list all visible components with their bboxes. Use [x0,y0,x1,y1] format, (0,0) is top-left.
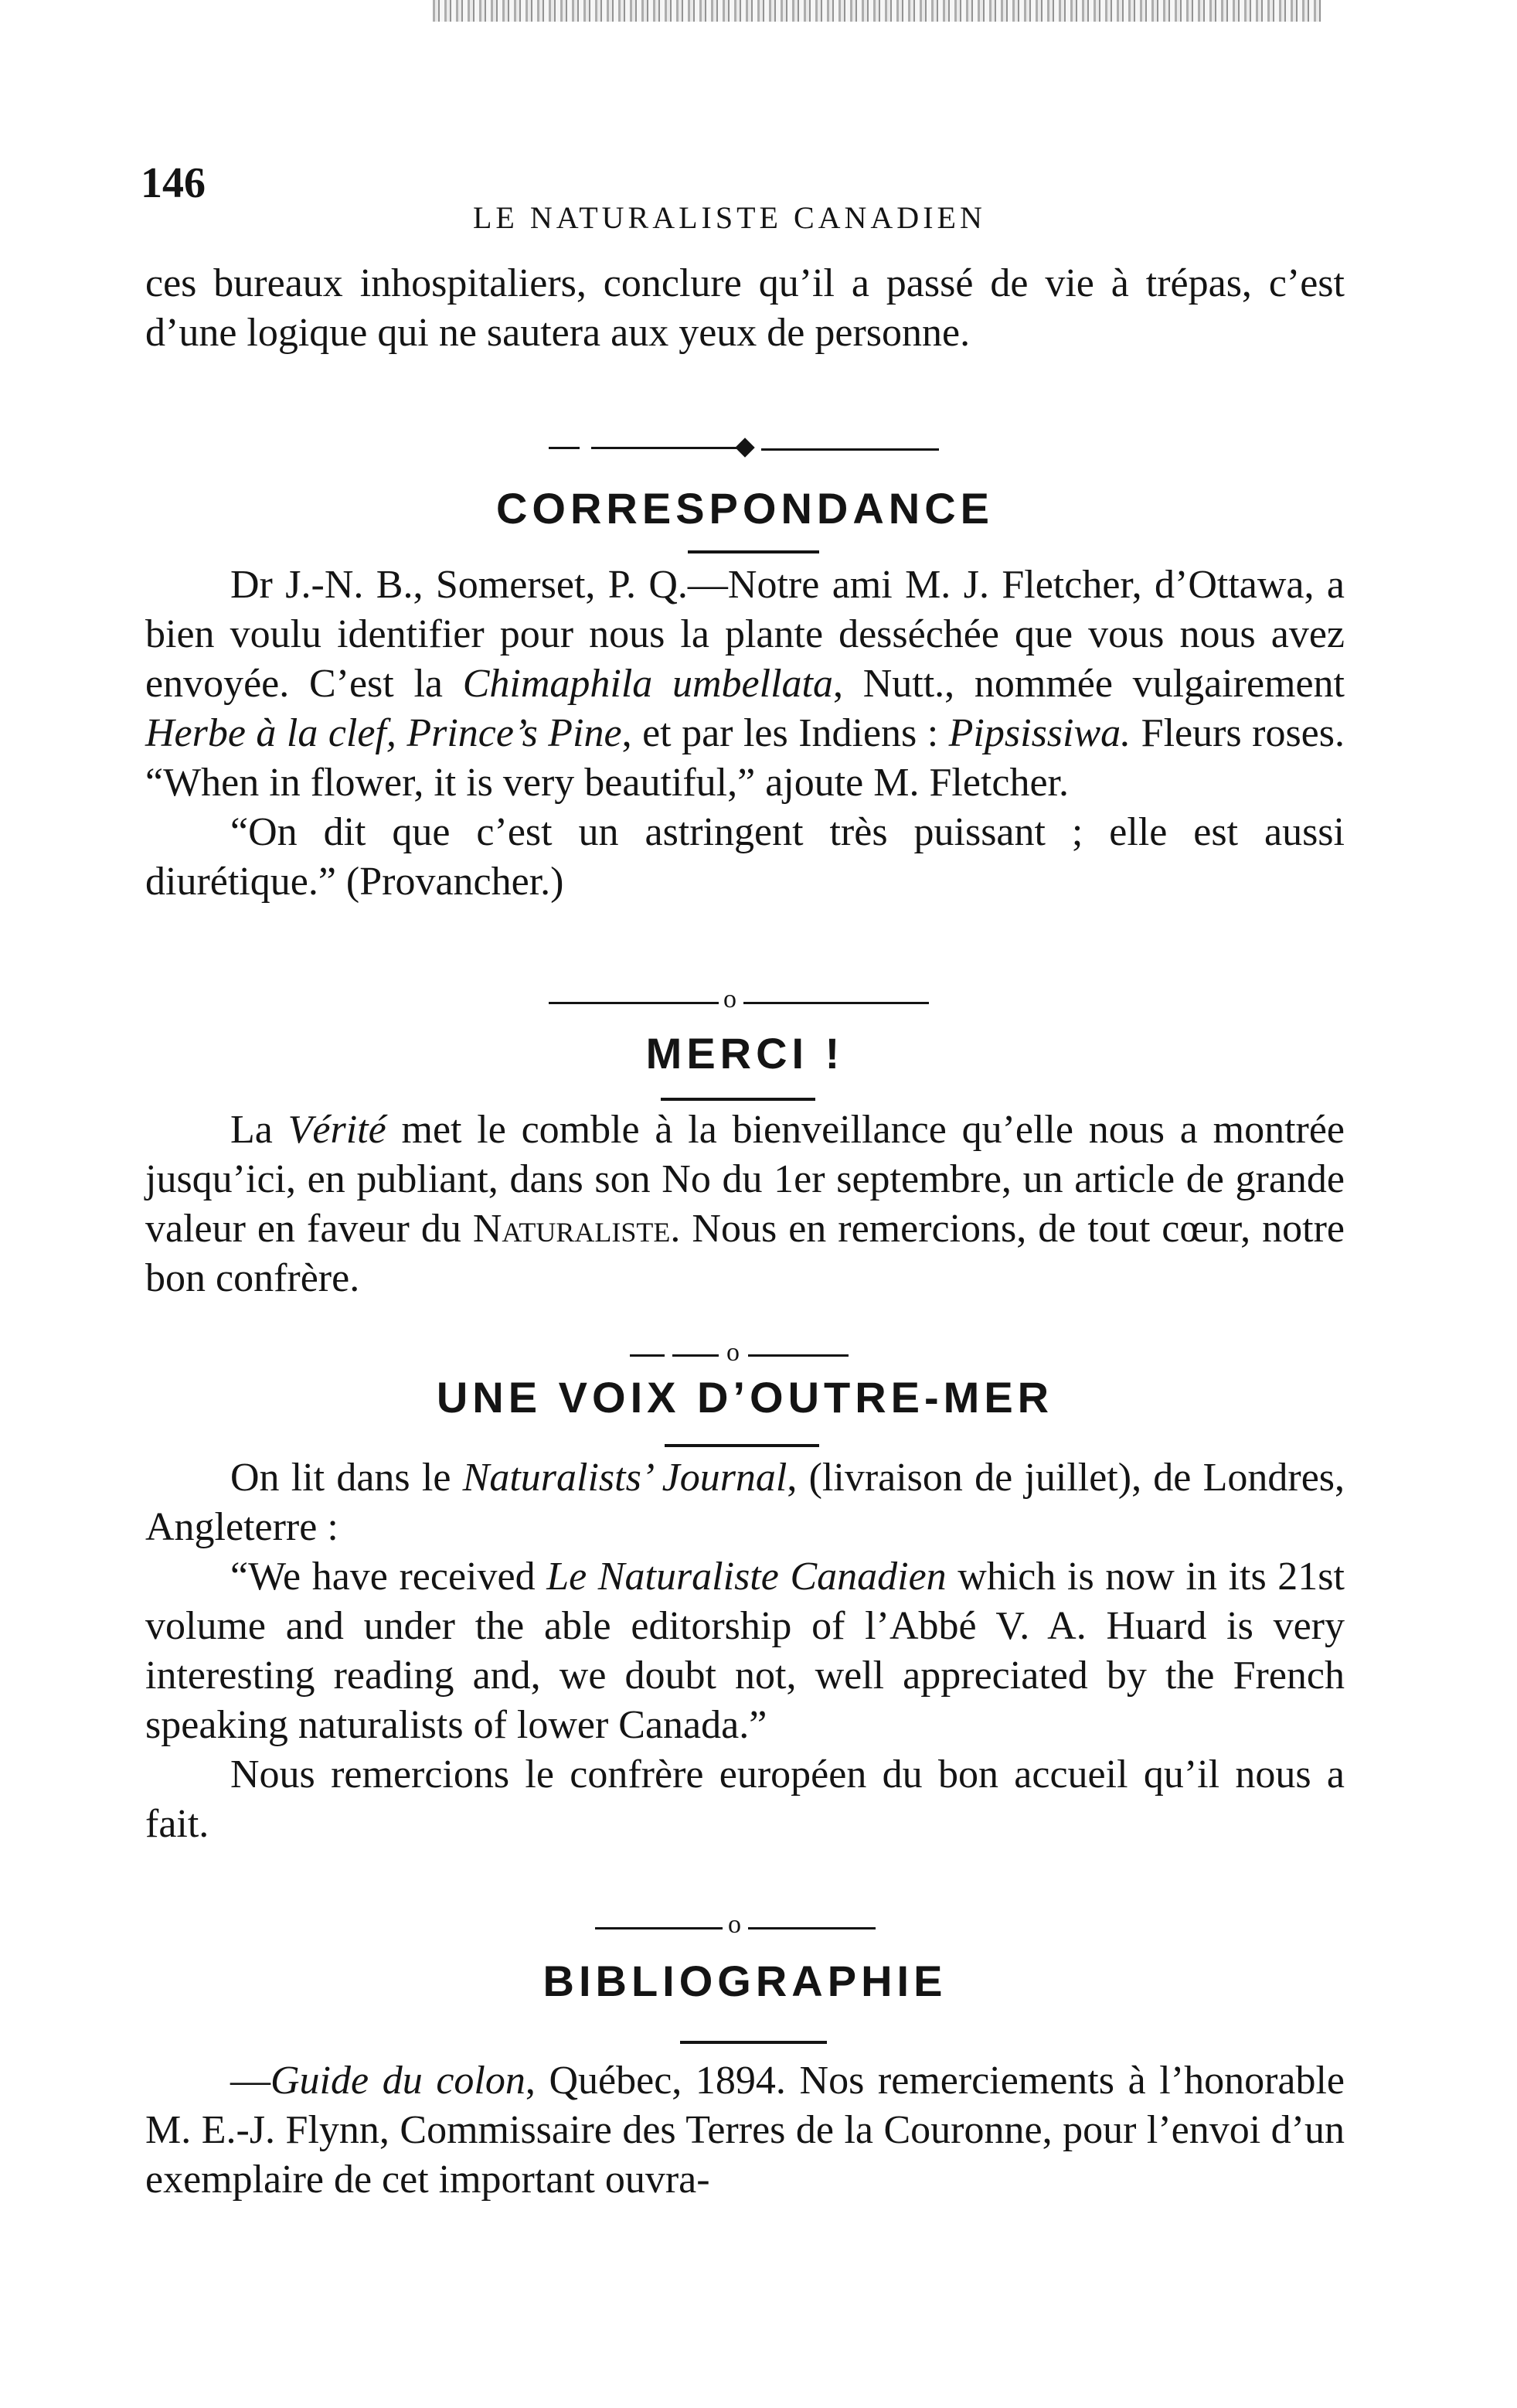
journal-name: Le Naturaliste Canadien [546,1555,947,1599]
separator-dash [549,447,580,449]
text-run: “We have received [230,1555,547,1599]
separator-rule-right [748,1354,849,1357]
separator-rule-right [743,1002,929,1004]
scan-edge-artifact [433,0,1321,22]
separator-rule-left [595,1927,723,1929]
title-underline [665,1444,819,1447]
title-underline [661,1098,815,1101]
text-run: , Nutt., nommée vulgairement [832,662,1345,706]
title-underline [688,550,819,553]
separator-rule-right [748,1927,876,1929]
intro-paragraph [145,259,1345,358]
voix-paragraph-2 [145,1552,1345,1750]
running-title: LE NATURALISTE CANADIEN [473,200,986,235]
text-run: Fleurs roses. “When in flower, it is very beautiful,” ajoute M. Fletcher. [145,711,1345,805]
diamond-ornament-icon [735,438,754,457]
separator-ornament: o [723,985,736,1013]
journal-name: Naturalists’ Journal [462,1456,787,1500]
voix-paragraph-1 [145,1453,1345,1552]
text-run: On lit dans le [230,1456,463,1500]
journal-name: Naturaliste [472,1207,671,1251]
text-run: — [230,2059,270,2103]
separator-rule-left [591,447,738,449]
voix-paragraph-3: Nous remercions le confrère européen du bon accueil qu’il nous a fait. [145,1752,1345,1846]
bibliographie-paragraph [145,2056,1345,2205]
journal-name: Vérité [287,1108,386,1152]
section-title-voix: UNE VOIX D’OUTRE-MER [436,1373,1054,1422]
section-title-merci: MERCI ! [645,1029,845,1078]
text-run: which is now in its 21st volume and under the able editorship of l’Abbé V. A. Huard is very interesting reading and, we doubt not, well appreciated by the French speaking naturalists of lower Canada.” [145,1555,1345,1747]
correspondance-body [145,560,1345,907]
latin-name: Chimaphila umbellata [462,662,833,706]
merci-body [145,1105,1345,1303]
title-underline [680,2041,827,2044]
text-run: . Nous en remercions, de tout cœur, notre bon confrère. [145,1207,1345,1300]
section-title-bibliographie: BIBLIOGRAPHIE [543,1957,947,2005]
separator-rule-right [761,448,939,451]
intro-text: ces bureaux inhospitaliers, conclure qu’il a passé de vie à trépas, c’est d’une logique qui ne sautera aux yeux de personne. [145,261,1345,355]
page-number: 146 [141,159,206,207]
separator-dash [630,1354,665,1357]
separator-rule-left [549,1002,719,1004]
bibliographie-body [145,2056,1345,2205]
merci-paragraph [145,1105,1345,1303]
book-title: Guide du colon [270,2059,526,2103]
text-run: , (livraison de juillet), de Londres, Angleterre : [145,1456,1345,1549]
text-run: met le comble à la bienveillance qu’elle nous a montrée jusqu’ici, en publiant, dans son No du 1er septembre, un article de grande valeur en faveur du [145,1108,1345,1251]
indian-name: Pipsissiwa. [948,711,1131,755]
correspondance-paragraph-2: “On dit que c’est un astringent très puissant ; elle est aussi diurétique.” (Provancher.) [145,810,1345,904]
text-run: , Québec, 1894. Nos remerciements à l’honorable M. E.-J. Flynn, Commissaire des Terres de la Couronne, pour l’envoi d’un exemplaire de cet important ouvra- [145,2059,1345,2202]
separator-rule-left [672,1354,719,1357]
section-title-correspondance: CORRESPONDANCE [495,484,995,533]
separator-ornament: o [728,1910,741,1939]
correspondance-paragraph-1 [145,560,1345,808]
text-run: Dr J.-N. B., Somerset, P. Q.—Notre ami M. J. Fletcher, d’Ottawa, a bien voulu identifier pour nous la plante desséchée que vous nous avez envoyée. C’est la [145,563,1345,706]
common-name: Herbe à la clef, Prince’s Pine [145,711,622,755]
separator-ornament: o [726,1338,740,1367]
text-run: , et par les Indiens : [621,711,949,755]
voix-body [145,1453,1345,1849]
text-run: La [230,1108,288,1152]
